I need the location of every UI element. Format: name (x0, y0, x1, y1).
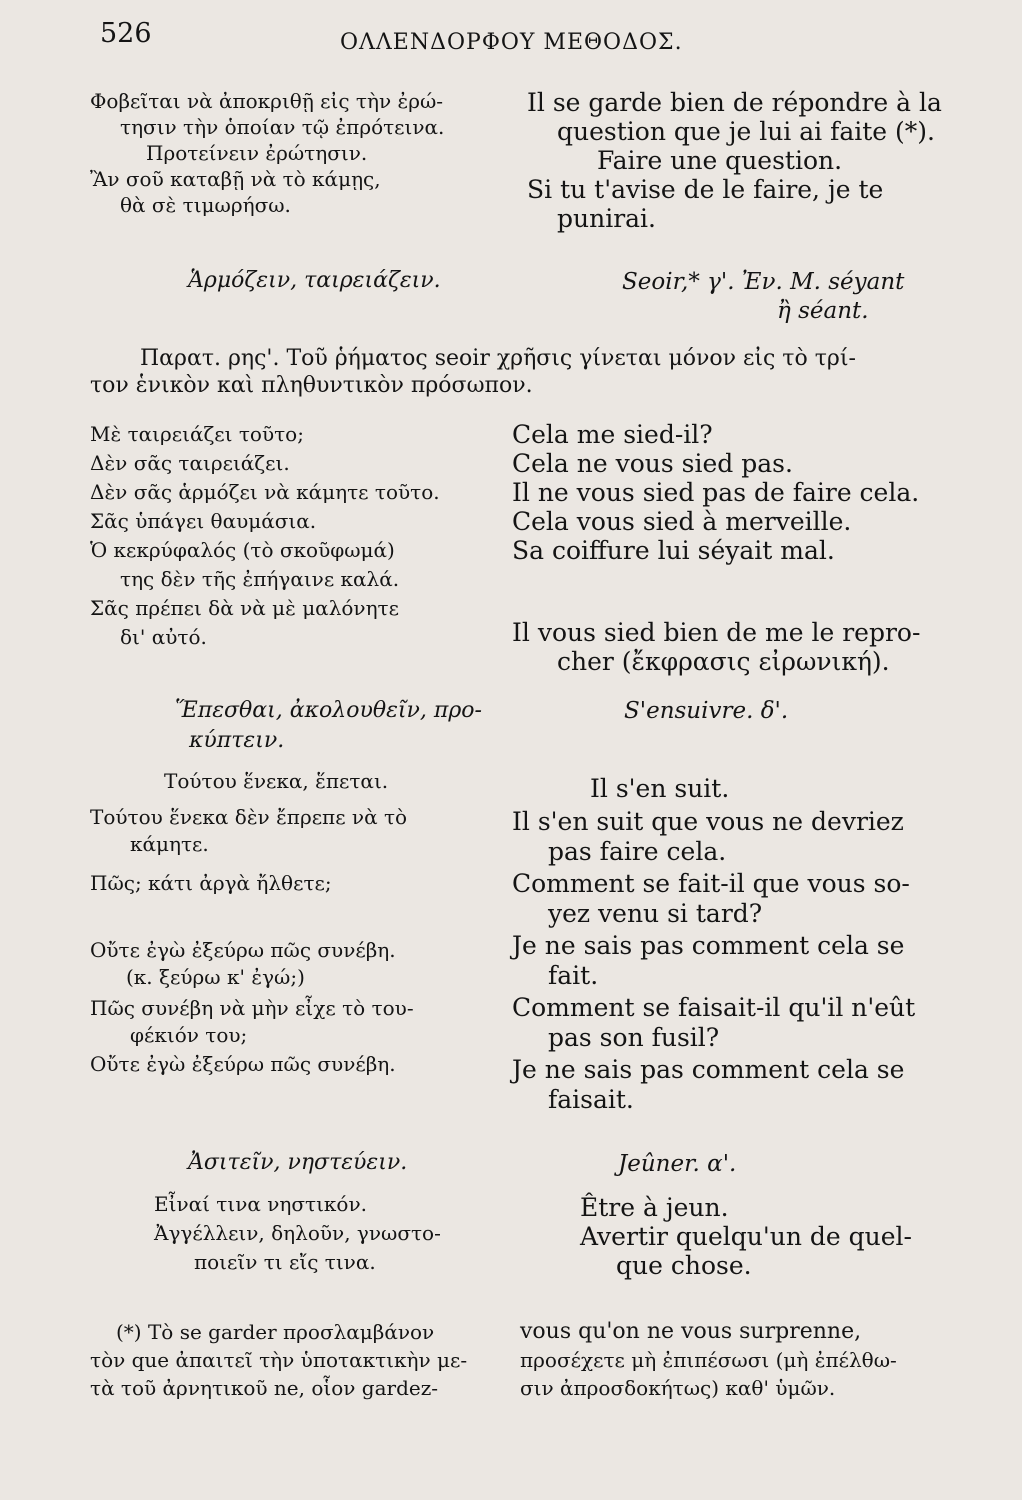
french-line: punirai. (557, 204, 656, 233)
footnote-line: σιν ἀπροσδοκήτως) καθ' ὑμῶν. (520, 1376, 836, 1400)
greek-line: Πῶς συνέβη νὰ μὴν εἶχε τὸ του- (90, 996, 414, 1020)
page-number: 526 (100, 18, 152, 49)
block2-french-reproach (512, 618, 962, 676)
french-line: Il vous sied bien de me le repro- (512, 618, 921, 647)
footnote-line: vous qu'on ne vous surprenne, (520, 1319, 862, 1344)
greek-line: της δὲν τῆς ἐπήγαινε καλά. (120, 567, 400, 591)
greek-line: Ἂν σοῦ καταβῇ νὰ τὸ κάμῃς, (90, 167, 381, 191)
greek-line: Τούτου ἕνεκα, ἕπεται. (164, 769, 389, 793)
greek-line: Ὁ κεκρύφαλός (τὸ σκοῦφωμά) (90, 538, 395, 562)
footnote-line: τὰ τοῦ ἀρνητικοῦ ne, οἷον gardez- (90, 1376, 439, 1400)
heading-french-jeuner: Jeûner. α'. (618, 1151, 737, 1177)
block2-greek (90, 420, 510, 652)
greek-line: κάμητε. (130, 832, 209, 856)
greek-line: Ἀγγέλλειν, δηλοῦν, γνωστο- (154, 1221, 441, 1245)
french-line: faisait. (548, 1085, 634, 1114)
greek-line: Δὲν σᾶς ταιρειάζει. (90, 451, 290, 475)
heading-line: Seoir,* γ'. Ἐν. Μ. séyant (622, 269, 905, 295)
running-title: ΟΛΛΕΝΔΟΡΦΟΥ ΜΕΘΟΔΟΣ. (340, 30, 683, 55)
greek-line: Σᾶς πρέπει δὰ νὰ μὲ μαλόνητε (90, 596, 399, 620)
french-line: question que je lui ai faite (*). (557, 117, 935, 146)
footnote-right (520, 1318, 960, 1402)
block3-french (512, 774, 962, 1115)
french-line: Il s'en suit que vous ne devriez (512, 807, 904, 836)
footnote-line: τὸν que ἀπαιτεῖ τὴν ὑποτακτικὴν με- (90, 1348, 468, 1372)
heading-greek-asitein: Ἀσιτεῖν, νηστεύειν. (188, 1150, 408, 1175)
french-line: Comment se fait-il que vous so- (512, 869, 910, 898)
greek-line: Πῶς; κάτι ἀργὰ ἤλθετε; (90, 871, 332, 895)
greek-line: Εἶναί τινα νηστικόν. (154, 1192, 367, 1216)
greek-line: Οὔτε ἐγὼ ἐξεύρω πῶς συνέβη. (90, 938, 396, 962)
french-line: fait. (548, 961, 599, 990)
heading-greek-hepesthai (90, 696, 510, 756)
french-line: Sa coiffure lui séyait mal. (512, 536, 835, 565)
french-line: que chose. (616, 1251, 752, 1280)
french-line: Cela ne vous sied pas. (512, 449, 793, 478)
heading-greek-armozein: Ἁρμόζειν, ταιρειάζειν. (188, 268, 441, 293)
block2-french (512, 420, 962, 565)
greek-line: Δὲν σᾶς ἁρμόζει νὰ κάμητε τοῦτο. (90, 480, 440, 504)
footnote-line: προσέχετε μὴ ἐπιπέσωσι (μὴ ἐπέλθω- (520, 1348, 897, 1372)
greek-line: (κ. ξεύρω κ' ἐγώ;) (126, 965, 305, 989)
block1-greek (90, 88, 510, 218)
greek-line: Σᾶς ὑπάγει θαυμάσια. (90, 509, 317, 533)
french-line: yez venu si tard? (548, 899, 763, 928)
french-line: Je ne sais pas comment cela se (512, 1055, 905, 1084)
footnote-left (90, 1318, 510, 1402)
greek-line: Τούτου ἕνεκα δὲν ἔπρεπε νὰ τὸ (90, 805, 408, 829)
french-line: Comment se faisait-il qu'il n'eût (512, 993, 916, 1022)
greek-line: Προτείνειν ἐρώτησιν. (146, 141, 368, 165)
note-line: τον ἑνικὸν καὶ πληθυντικὸν πρόσωπον. (90, 373, 533, 398)
greek-line: θὰ σὲ τιμωρήσω. (120, 193, 291, 217)
greek-line: ποιεῖν τι εἴς τινα. (194, 1250, 376, 1274)
block4-greek (90, 1190, 510, 1277)
greek-line: Μὲ ταιρειάζει τοῦτο; (90, 422, 304, 446)
french-line: Faire une question. (597, 146, 843, 175)
heading-french-sensuivre: S'ensuivre. δ'. (624, 698, 789, 724)
note-line: Παρατ. ρης'. Τοῦ ῥήματος seoir χρῆσις γίνεται μόνον εἰς τὸ τρί- (140, 346, 856, 371)
greek-line: Οὔτε ἐγὼ ἐξεύρω πῶς συνέβη. (90, 1052, 396, 1076)
heading-french-seoir (512, 268, 962, 326)
block1-french (512, 88, 962, 233)
grammar-note (90, 345, 960, 399)
heading-line: κύπτειν. (189, 728, 285, 753)
french-line: pas son fusil? (548, 1023, 720, 1052)
greek-line: φέκιόν του; (130, 1023, 248, 1047)
french-line: pas faire cela. (548, 837, 727, 866)
french-line: Si tu t'avise de le faire, je te (527, 175, 884, 204)
french-line: Il se garde bien de répondre à la (527, 88, 942, 117)
heading-line: Ἕπεσθαι, ἀκολουθεῖν, προ- (175, 698, 482, 723)
french-line: Être à jeun. (580, 1193, 729, 1222)
french-line: Je ne sais pas comment cela se (512, 931, 905, 960)
greek-line: δι' αὐτό. (120, 625, 207, 649)
footnote-line: (*) Τὸ se garder προσλαμβάνον (116, 1320, 435, 1344)
french-line: Cela me sied-il? (512, 420, 713, 449)
french-line: Avertir quelqu'un de quel- (580, 1222, 912, 1251)
greek-line: Φοβεῖται νὰ ἀποκριθῇ εἰς τὴν ἐρώ- (90, 89, 444, 113)
block4-french (512, 1193, 962, 1280)
page-header (100, 18, 960, 58)
french-line: Il s'en suit. (590, 774, 730, 803)
french-line: cher (ἔκφρασις εἰρωνική). (557, 647, 890, 676)
greek-line: τησιν τὴν ὁποίαν τῷ ἐπρότεινα. (120, 115, 445, 139)
heading-line: ἢ séant. (777, 298, 869, 324)
french-line: Cela vous sied à merveille. (512, 507, 852, 536)
french-line: Il ne vous sied pas de faire cela. (512, 478, 920, 507)
block3-greek (90, 768, 510, 1078)
